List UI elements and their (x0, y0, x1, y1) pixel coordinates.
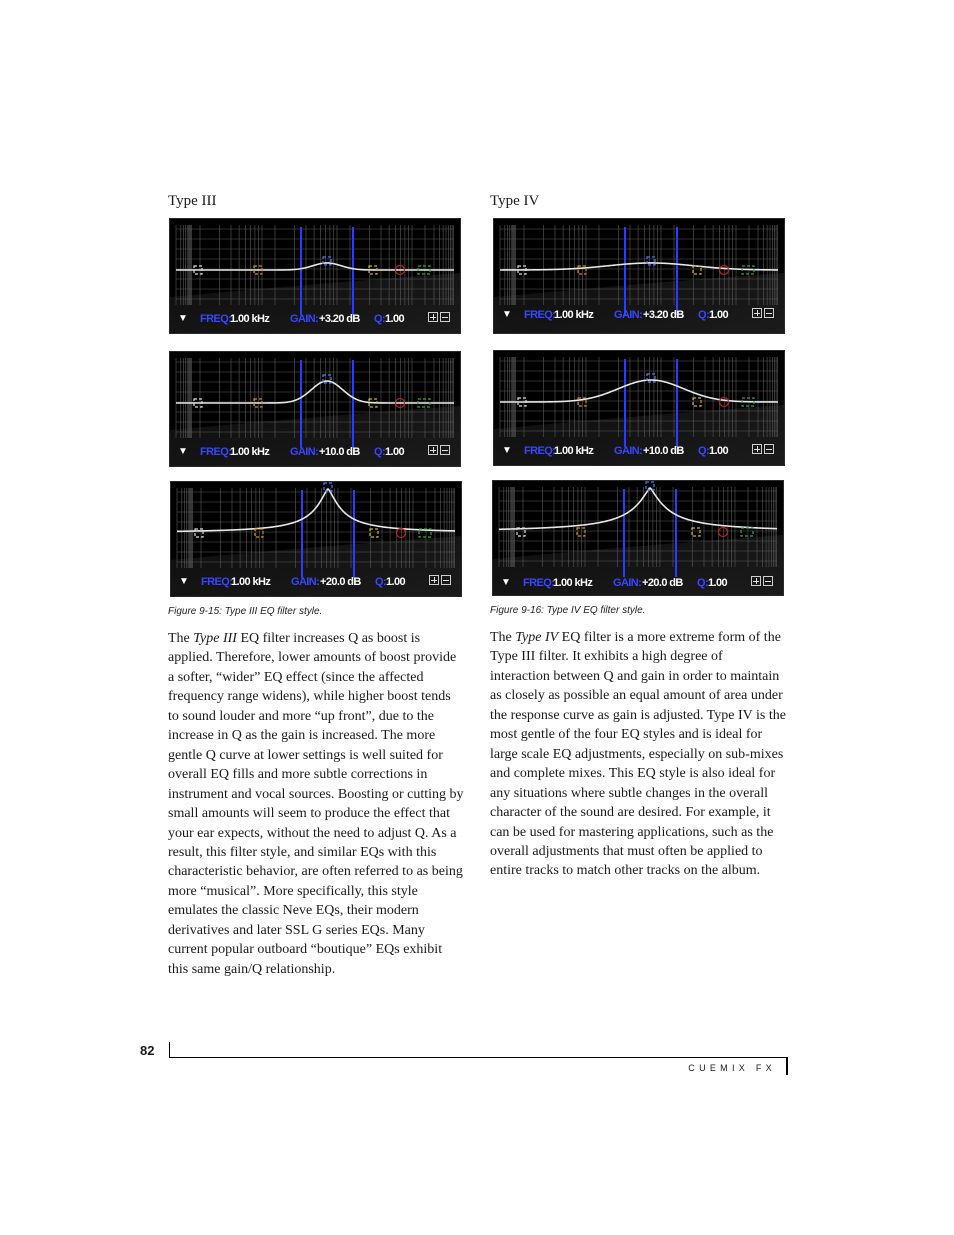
freq-label: FREQ: (523, 577, 555, 589)
collapse-triangle-icon[interactable]: ▼ (178, 446, 188, 457)
eq-status-bar (170, 307, 460, 333)
eq-status-bar (170, 440, 460, 466)
zoom-in-icon[interactable] (429, 575, 439, 585)
figure-caption-type-iii: Figure 9-15: Type III EQ filter style. (168, 606, 323, 617)
eq-status-bar (171, 570, 461, 596)
zoom-in-icon[interactable] (752, 444, 762, 454)
gain-value[interactable]: +20.0 dB (320, 576, 361, 588)
gain-value[interactable]: +3.20 dB (643, 309, 684, 321)
freq-label: FREQ: (200, 446, 232, 458)
text-lead: The (168, 631, 194, 646)
zoom-out-icon[interactable] (440, 312, 450, 322)
freq-value[interactable]: 1.00 kHz (554, 309, 594, 321)
freq-label: FREQ: (200, 313, 232, 325)
type-iii-heading: Type III (168, 193, 217, 209)
freq-label: FREQ: (524, 445, 556, 457)
zoom-out-icon[interactable] (764, 308, 774, 318)
gain-label: GAIN: (613, 577, 642, 589)
footer-rule-left (169, 1042, 170, 1058)
freq-value[interactable]: 1.00 kHz (554, 445, 594, 457)
q-label: Q: (374, 446, 386, 458)
gain-value[interactable]: +10.0 dB (319, 446, 360, 458)
eq-panel-type-iv-3 (493, 481, 783, 595)
q-label: Q: (374, 313, 386, 325)
collapse-triangle-icon[interactable]: ▼ (501, 577, 511, 588)
zoom-out-icon[interactable] (763, 576, 773, 586)
gain-value[interactable]: +20.0 dB (642, 577, 683, 589)
gain-value[interactable]: +3.20 dB (319, 313, 360, 325)
q-value[interactable]: 1.00 (708, 577, 728, 589)
gain-label: GAIN: (290, 446, 319, 458)
figure-caption-type-iv: Figure 9-16: Type IV EQ filter style. (490, 605, 646, 616)
type-iii-description (168, 629, 464, 979)
q-value[interactable]: 1.00 (709, 445, 729, 457)
q-value[interactable]: 1.00 (386, 576, 406, 588)
q-label: Q: (697, 577, 709, 589)
freq-value[interactable]: 1.00 kHz (230, 446, 270, 458)
eq-panel-type-iii-2 (170, 352, 460, 466)
freq-label: FREQ: (201, 576, 233, 588)
zoom-out-icon[interactable] (764, 444, 774, 454)
footer-rule (169, 1057, 787, 1058)
freq-label: FREQ: (524, 309, 556, 321)
zoom-in-icon[interactable] (751, 576, 761, 586)
q-label: Q: (698, 445, 710, 457)
collapse-triangle-icon[interactable]: ▼ (179, 576, 189, 587)
text-rest: EQ filter increases Q as boost is applied. Therefore, lower amounts of boost provide a softer, “wider” EQ effect (since the affected frequency range widens), while higher boost tends to sound louder and more “up front”, due to the increase in Q as the gain is increased. The more gentle Q curve at lower settings is well suited for overall EQ fills and more subtle corrections in instrument and vocal sources. Boosting or cutting by small amounts will seem to produce the effect that your ear expects, without the need to adjust Q. As a result, this filter style, and similar EQs with this characteristic behavior, are often referred to as being more “musical”. More specifically, this style emulates the classic Neve EQs, their modern derivatives and later SSL G series EQs. Many current popular outboard “boutique” EQs exhibit this same gain/Q relationship. (168, 631, 464, 977)
collapse-triangle-icon[interactable]: ▼ (502, 309, 512, 320)
gain-label: GAIN: (614, 309, 643, 321)
collapse-triangle-icon[interactable]: ▼ (178, 313, 188, 324)
footer-title: CUEMIX FX (688, 1063, 776, 1073)
type-iv-heading: Type IV (490, 193, 540, 209)
gain-label: GAIN: (291, 576, 320, 588)
footer-rule-right (786, 1057, 788, 1075)
eq-status-bar (493, 571, 783, 595)
q-value[interactable]: 1.00 (385, 446, 405, 458)
gain-value[interactable]: +10.0 dB (643, 445, 684, 457)
text-emphasis: Type III (193, 631, 237, 646)
freq-value[interactable]: 1.00 kHz (231, 576, 271, 588)
text-lead: The (490, 630, 516, 645)
q-value[interactable]: 1.00 (709, 309, 729, 321)
zoom-in-icon[interactable] (428, 312, 438, 322)
eq-panel-type-iii-1 (170, 219, 460, 333)
page-number: 82 (140, 1043, 155, 1058)
eq-status-bar (494, 439, 784, 465)
text-emphasis: Type IV (515, 630, 559, 645)
zoom-in-icon[interactable] (428, 445, 438, 455)
q-label: Q: (375, 576, 387, 588)
collapse-triangle-icon[interactable]: ▼ (502, 445, 512, 456)
text-rest: EQ filter is a more extreme form of the Type III filter. It exhibits a high degree of interaction between Q and gain in order to maintain as closely as possible an equal amount of area under the response curve as gain is adjusted. Type IV is the most gentle of the four EQ styles and is ideal for large scale EQ adjustments, especially on sub-mixes and complete mixes. This EQ style is also ideal for any situations where subtle changes in the overall character of the sound are desired. For example, it can be used for mastering applications, such as the overall adjustments that must often be applied to entire tracks to match other tracks on the album. (490, 630, 786, 879)
zoom-out-icon[interactable] (441, 575, 451, 585)
freq-value[interactable]: 1.00 kHz (553, 577, 593, 589)
freq-value[interactable]: 1.00 kHz (230, 313, 270, 325)
gain-label: GAIN: (290, 313, 319, 325)
q-value[interactable]: 1.00 (385, 313, 405, 325)
eq-panel-type-iv-1 (494, 219, 784, 333)
gain-label: GAIN: (614, 445, 643, 457)
eq-status-bar (494, 303, 784, 329)
eq-panel-type-iv-2 (494, 351, 784, 465)
zoom-in-icon[interactable] (752, 308, 762, 318)
eq-panel-type-iii-3 (171, 482, 461, 596)
zoom-out-icon[interactable] (440, 445, 450, 455)
type-iv-description (490, 628, 786, 881)
q-label: Q: (698, 309, 710, 321)
